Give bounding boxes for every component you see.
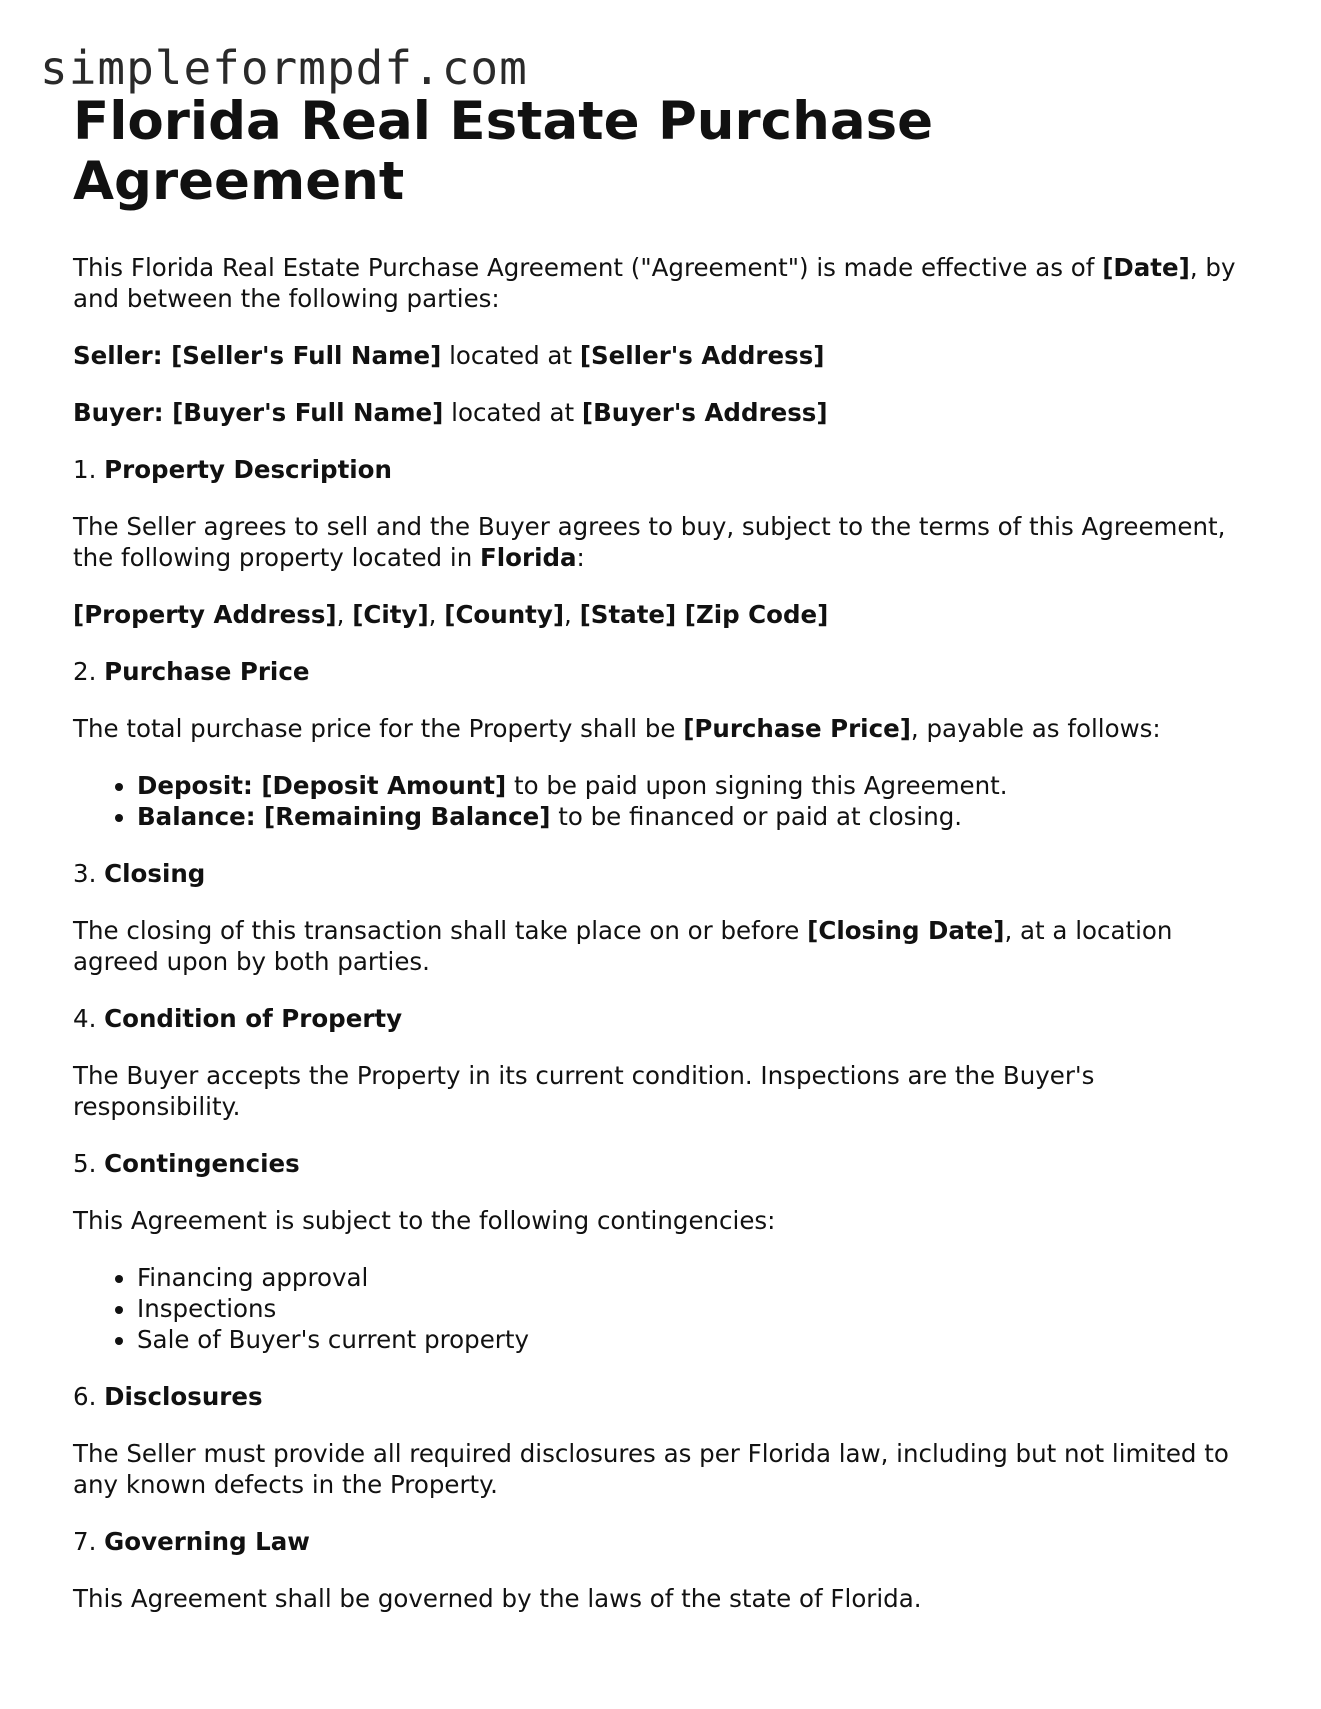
section-1-heading xyxy=(73,454,1253,485)
separator: , xyxy=(564,600,580,629)
intro-date: [Date] xyxy=(1102,253,1190,282)
section-2-heading xyxy=(73,656,1253,687)
seller-label: Seller: [Seller's Full Name] xyxy=(73,341,442,370)
section-2-text xyxy=(73,713,1253,744)
section-7-heading xyxy=(73,1526,1253,1557)
balance-text: to be financed or paid at closing. xyxy=(550,802,963,831)
list-item xyxy=(137,801,1253,832)
section-number: 4. xyxy=(73,1004,105,1033)
section-1-state: Florida xyxy=(480,543,577,572)
section-1-text-b: : xyxy=(576,543,585,572)
property-address: [Property Address] xyxy=(73,600,337,629)
section-2-text-a: The total purchase price for the Property shall be xyxy=(73,714,684,743)
buyer-mid: located at xyxy=(443,398,582,427)
section-title: Closing xyxy=(104,859,206,888)
seller-address: [Seller's Address] xyxy=(579,341,825,370)
seller-line xyxy=(73,340,1253,371)
section-1-text-a: The Seller agrees to sell and the Buyer agrees to buy, subject to the terms of this Agreement, the following property located in xyxy=(73,512,1226,572)
property-city: [City] xyxy=(352,600,429,629)
section-3-text-a: The closing of this transaction shall take place on or before xyxy=(73,916,808,945)
purchase-price: [Purchase Price] xyxy=(683,714,911,743)
intro-text: This Florida Real Estate Purchase Agreement ("Agreement") is made effective as of xyxy=(73,253,1103,282)
closing-date: [Closing Date] xyxy=(807,916,1005,945)
property-address-line xyxy=(73,599,1253,630)
section-2-text-b: , payable as follows: xyxy=(910,714,1161,743)
section-3-text-b: , at a location agreed upon by both parties. xyxy=(73,916,1173,976)
deposit-text: to be paid upon signing this Agreement. xyxy=(506,771,1008,800)
section-5-heading xyxy=(73,1148,1253,1179)
list-item: • Sale of Buyer's current property xyxy=(137,1324,1253,1355)
section-title: Purchase Price xyxy=(104,657,310,686)
section-number: 7. xyxy=(73,1527,105,1556)
balance-label: Balance: [Remaining Balance] xyxy=(137,802,551,831)
section-number: 6. xyxy=(73,1382,105,1411)
section-5-text: This Agreement is subject to the following contingencies: xyxy=(73,1206,776,1235)
buyer-address: [Buyer's Address] xyxy=(581,398,828,427)
document-body xyxy=(73,92,1253,1614)
section-6-text: The Seller must provide all required disclosures as per Florida law, including but not limited to any known defects in the Property. xyxy=(73,1439,1229,1499)
section-1-text xyxy=(73,511,1253,573)
section-4-heading xyxy=(73,1003,1253,1034)
list-item: • Financing approval xyxy=(137,1262,1253,1293)
separator: , xyxy=(336,600,353,629)
section-number: 2. xyxy=(73,657,105,686)
page-title: Florida Real Estate Purchase Agreement xyxy=(73,91,934,212)
list-item xyxy=(137,770,1253,801)
deposit-label: Deposit: [Deposit Amount] xyxy=(137,771,507,800)
section-3-text xyxy=(73,915,1253,977)
section-3-heading xyxy=(73,858,1253,889)
section-title: Contingencies xyxy=(104,1149,300,1178)
section-6-heading xyxy=(73,1381,1253,1412)
section-title: Governing Law xyxy=(104,1527,310,1556)
section-number: 5. xyxy=(73,1149,105,1178)
buyer-label: Buyer: [Buyer's Full Name] xyxy=(73,398,444,427)
section-title: Disclosures xyxy=(104,1382,263,1411)
section-title: Property Description xyxy=(104,455,392,484)
intro-text-end: , by and between the following parties: xyxy=(73,253,1236,313)
contingency-list xyxy=(73,1262,1253,1355)
section-4-text: The Buyer accepts the Property in its current condition. Inspections are the Buyer's responsibility. xyxy=(73,1061,1095,1121)
payment-list xyxy=(73,770,1253,832)
separator: , xyxy=(428,600,445,629)
intro-paragraph xyxy=(73,252,1253,314)
list-item: • Inspections xyxy=(137,1293,1253,1324)
property-state-zip: [State] [Zip Code] xyxy=(579,600,829,629)
section-number: 1. xyxy=(73,455,105,484)
property-county: [County] xyxy=(444,600,565,629)
section-title: Condition of Property xyxy=(104,1004,403,1033)
seller-mid: located at xyxy=(441,341,580,370)
buyer-line xyxy=(73,397,1253,428)
watermark: simpleformpdf.com xyxy=(40,41,528,95)
section-7-text: This Agreement shall be governed by the laws of the state of Florida. xyxy=(73,1584,922,1613)
section-number: 3. xyxy=(73,859,105,888)
